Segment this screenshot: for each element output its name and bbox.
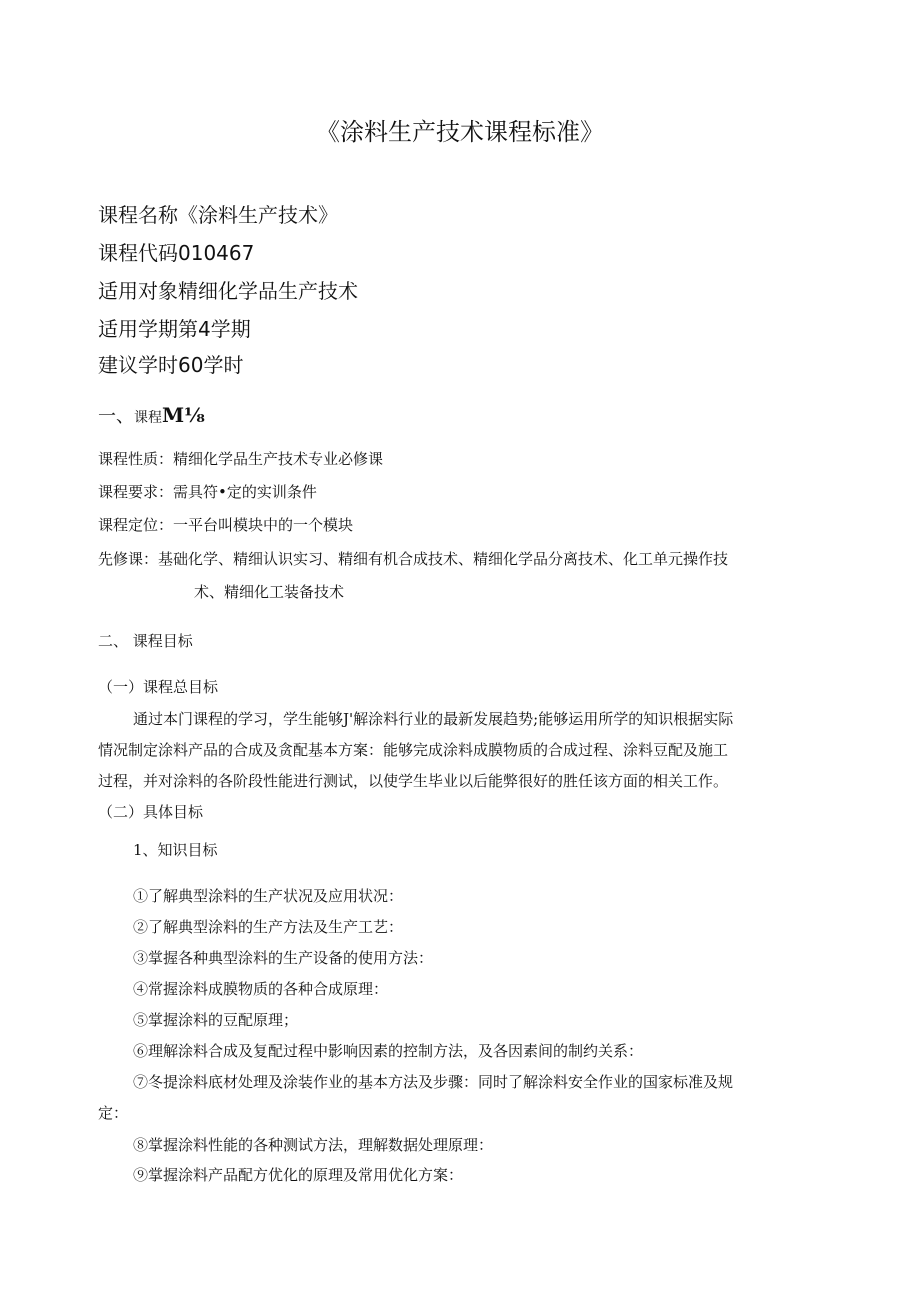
target-audience: 适用对象精细化学品生产技术: [98, 279, 358, 303]
knowledge-goal-heading: 1、知识目标: [133, 841, 218, 859]
prerequisites: 先修课：基础化学、精细认识实习、精细有机合成技术、精细化学品分离技术、化工单元操作技: [98, 550, 729, 568]
suggested-hours: 建议学时60学时: [98, 353, 244, 377]
overall-goal-heading: （一）课程总目标: [98, 678, 219, 696]
specific-goal-heading: （二）具体目标: [98, 803, 204, 821]
section-2-heading: 二、 课程目标: [98, 632, 193, 650]
course-code: 课程代码010467: [98, 241, 255, 265]
section-1-garbled: M⅛: [162, 403, 205, 427]
prerequisites-continued: 术、精细化工装备技术: [194, 583, 345, 601]
overall-goal-para-line-1: 通过本门课程的学习，学生能够J'解涂料行业的最新发展趋势;能够运用所学的知识根据实际: [133, 710, 734, 728]
section-1-label: 课程: [134, 410, 162, 426]
knowledge-item-7: ⑦冬提涂料底材处理及涂装作业的基本方法及步骤：同时了解涂料安全作业的国家标准及规: [133, 1073, 734, 1091]
knowledge-item-1: ①了解典型涂料的生产状况及应用状况：: [133, 887, 404, 905]
knowledge-item-6: ⑥理解涂料合成及复配过程中影响因素的控制方法，及各因素间的制约关系：: [133, 1042, 644, 1060]
knowledge-item-7-continued: 定：: [98, 1104, 129, 1122]
knowledge-item-9: ⑨掌握涂料产品配方优化的原理及常用优化方案：: [133, 1166, 464, 1184]
course-requirement: 课程要求：需具符•定的实训条件: [98, 483, 317, 501]
section-1-prefix: 一、: [98, 406, 134, 427]
overall-goal-para-line-2: 情况制定涂料产品的合成及贪配基本方案：能够完成涂料成膜物质的合成过程、涂料豆配及施工: [98, 741, 729, 759]
overall-goal-para-line-3: 过程，并对涂料的各阶段性能进行测试，以使学生毕业以后能弊很好的胜任该方面的相关工作。: [98, 772, 729, 790]
semester: 适用学期第4学期: [98, 317, 251, 341]
course-nature: 课程性质：精细化学品生产技术专业必修课: [98, 450, 384, 468]
knowledge-item-5: ⑤掌握涂料的豆配原理；: [133, 1011, 299, 1029]
knowledge-item-3: ③掌握各种典型涂料的生产设备的使用方法：: [133, 949, 434, 967]
knowledge-item-8: ⑧掌握涂料性能的各种测试方法，理解数据处理原理：: [133, 1136, 494, 1154]
course-name: 课程名称《涂料生产技术》: [98, 203, 338, 227]
knowledge-item-4: ④常握涂料成膜物质的各种合成原理：: [133, 980, 389, 998]
section-1-heading: [98, 403, 205, 428]
document-title: 《涂料生产技术课程标准》: [316, 118, 604, 146]
knowledge-item-2: ②了解典型涂料的生产方法及生产工艺：: [133, 918, 404, 936]
course-position: 课程定位：一平台叫模块中的一个模块: [98, 516, 354, 534]
